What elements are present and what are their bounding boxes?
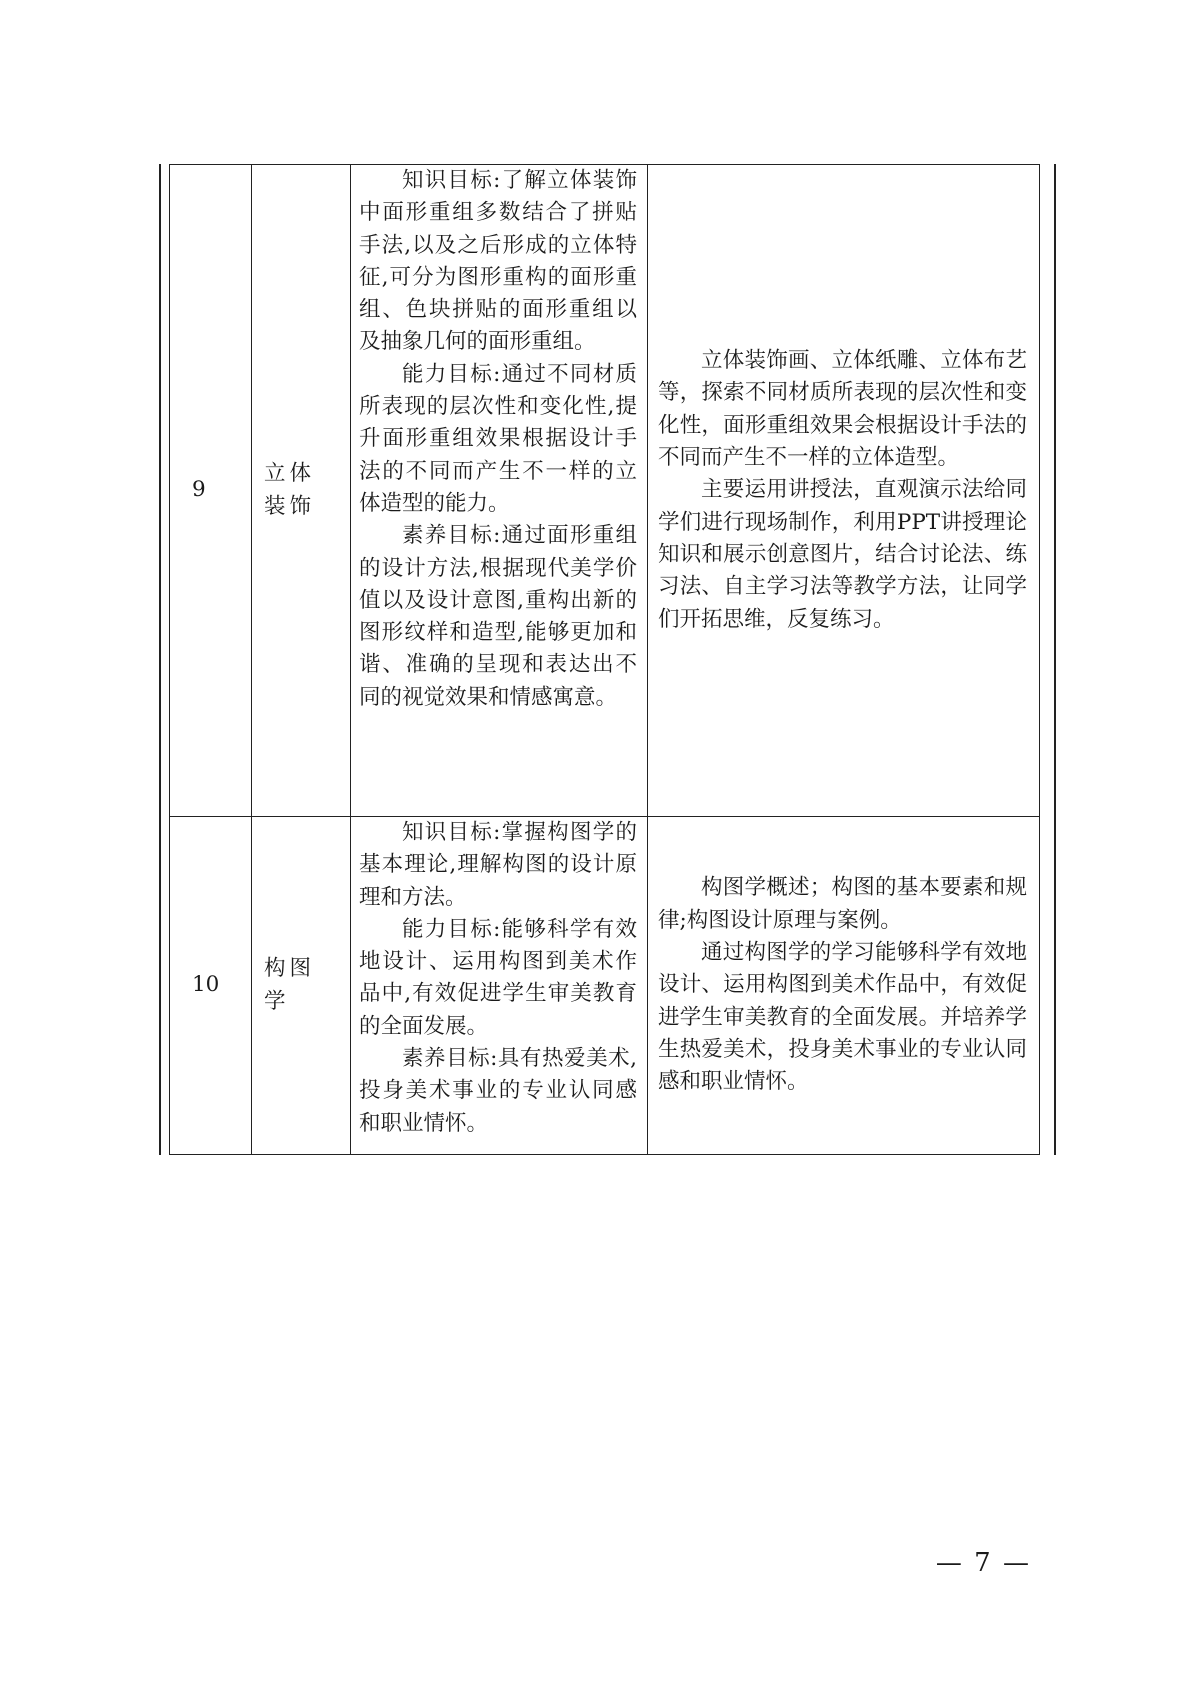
- objective-literacy: 素养目标:通过面形重组的设计方法,根据现代美学价值以及设计意图,重构出新的图形纹样和造型,能够更加和谐、准确的呈现和表达出不同的视觉效果和情感寓意。: [359, 523, 637, 710]
- content-paragraph: 通过构图学的学习能够科学有效地设计、运用构图到美术作品中，有效促进学生审美教育的全面发展。并培养学生热爱美术，投身美术事业的专业认同感和职业情怀。: [658, 940, 1027, 1095]
- objective-knowledge: 知识目标:了解立体装饰中面形重组多数结合了拼贴手法,以及之后形成的立体特征,可分为图形重构的面形重组、色块拼贴的面形重组以及抽象几何的面形重组。: [359, 168, 637, 355]
- table-row: [170, 817, 1040, 1155]
- course-objectives: [351, 165, 648, 817]
- course-table: [169, 164, 1040, 1155]
- content-paragraph: 构图学概述；构图的基本要素和规律;构图设计原理与案例。: [658, 875, 1027, 933]
- table-row: [170, 165, 1040, 817]
- content-paragraph: 主要运用讲授法，直观演示法给同学们进行现场制作，利用PPT讲授理论知识和展示创意图片，结合讨论法、练习法、自主学习法等教学方法，让同学们开拓思维，反复练习。: [658, 477, 1027, 632]
- table-frame: [159, 164, 1056, 1155]
- objective-knowledge: 知识目标:掌握构图学的基本理论,理解构图的设计原理和方法。: [359, 820, 637, 910]
- row-number: 9: [170, 165, 252, 817]
- course-name: 构图学: [252, 817, 351, 1155]
- course-content: [648, 165, 1040, 817]
- content-paragraph: 立体装饰画、立体纸雕、立体布艺等，探索不同材质所表现的层次性和变化性，面形重组效果会根据设计手法的不同而产生不一样的立体造型。: [658, 348, 1027, 471]
- objective-ability: 能力目标:通过不同材质所表现的层次性和变化性,提升面形重组效果根据设计手法的不同而产生不一样的立体造型的能力。: [359, 361, 637, 516]
- objective-ability: 能力目标:能够科学有效地设计、运用构图到美术作品中,有效促进学生审美教育的全面发展。: [359, 916, 637, 1039]
- course-name: 立体装饰: [252, 165, 351, 817]
- course-content: [648, 817, 1040, 1155]
- row-number: 10: [170, 817, 252, 1155]
- page-number: — 7 —: [935, 1548, 1031, 1578]
- objective-literacy: 素养目标:具有热爱美术,投身美术事业的专业认同感和职业情怀。: [359, 1046, 637, 1136]
- course-objectives: [351, 817, 648, 1155]
